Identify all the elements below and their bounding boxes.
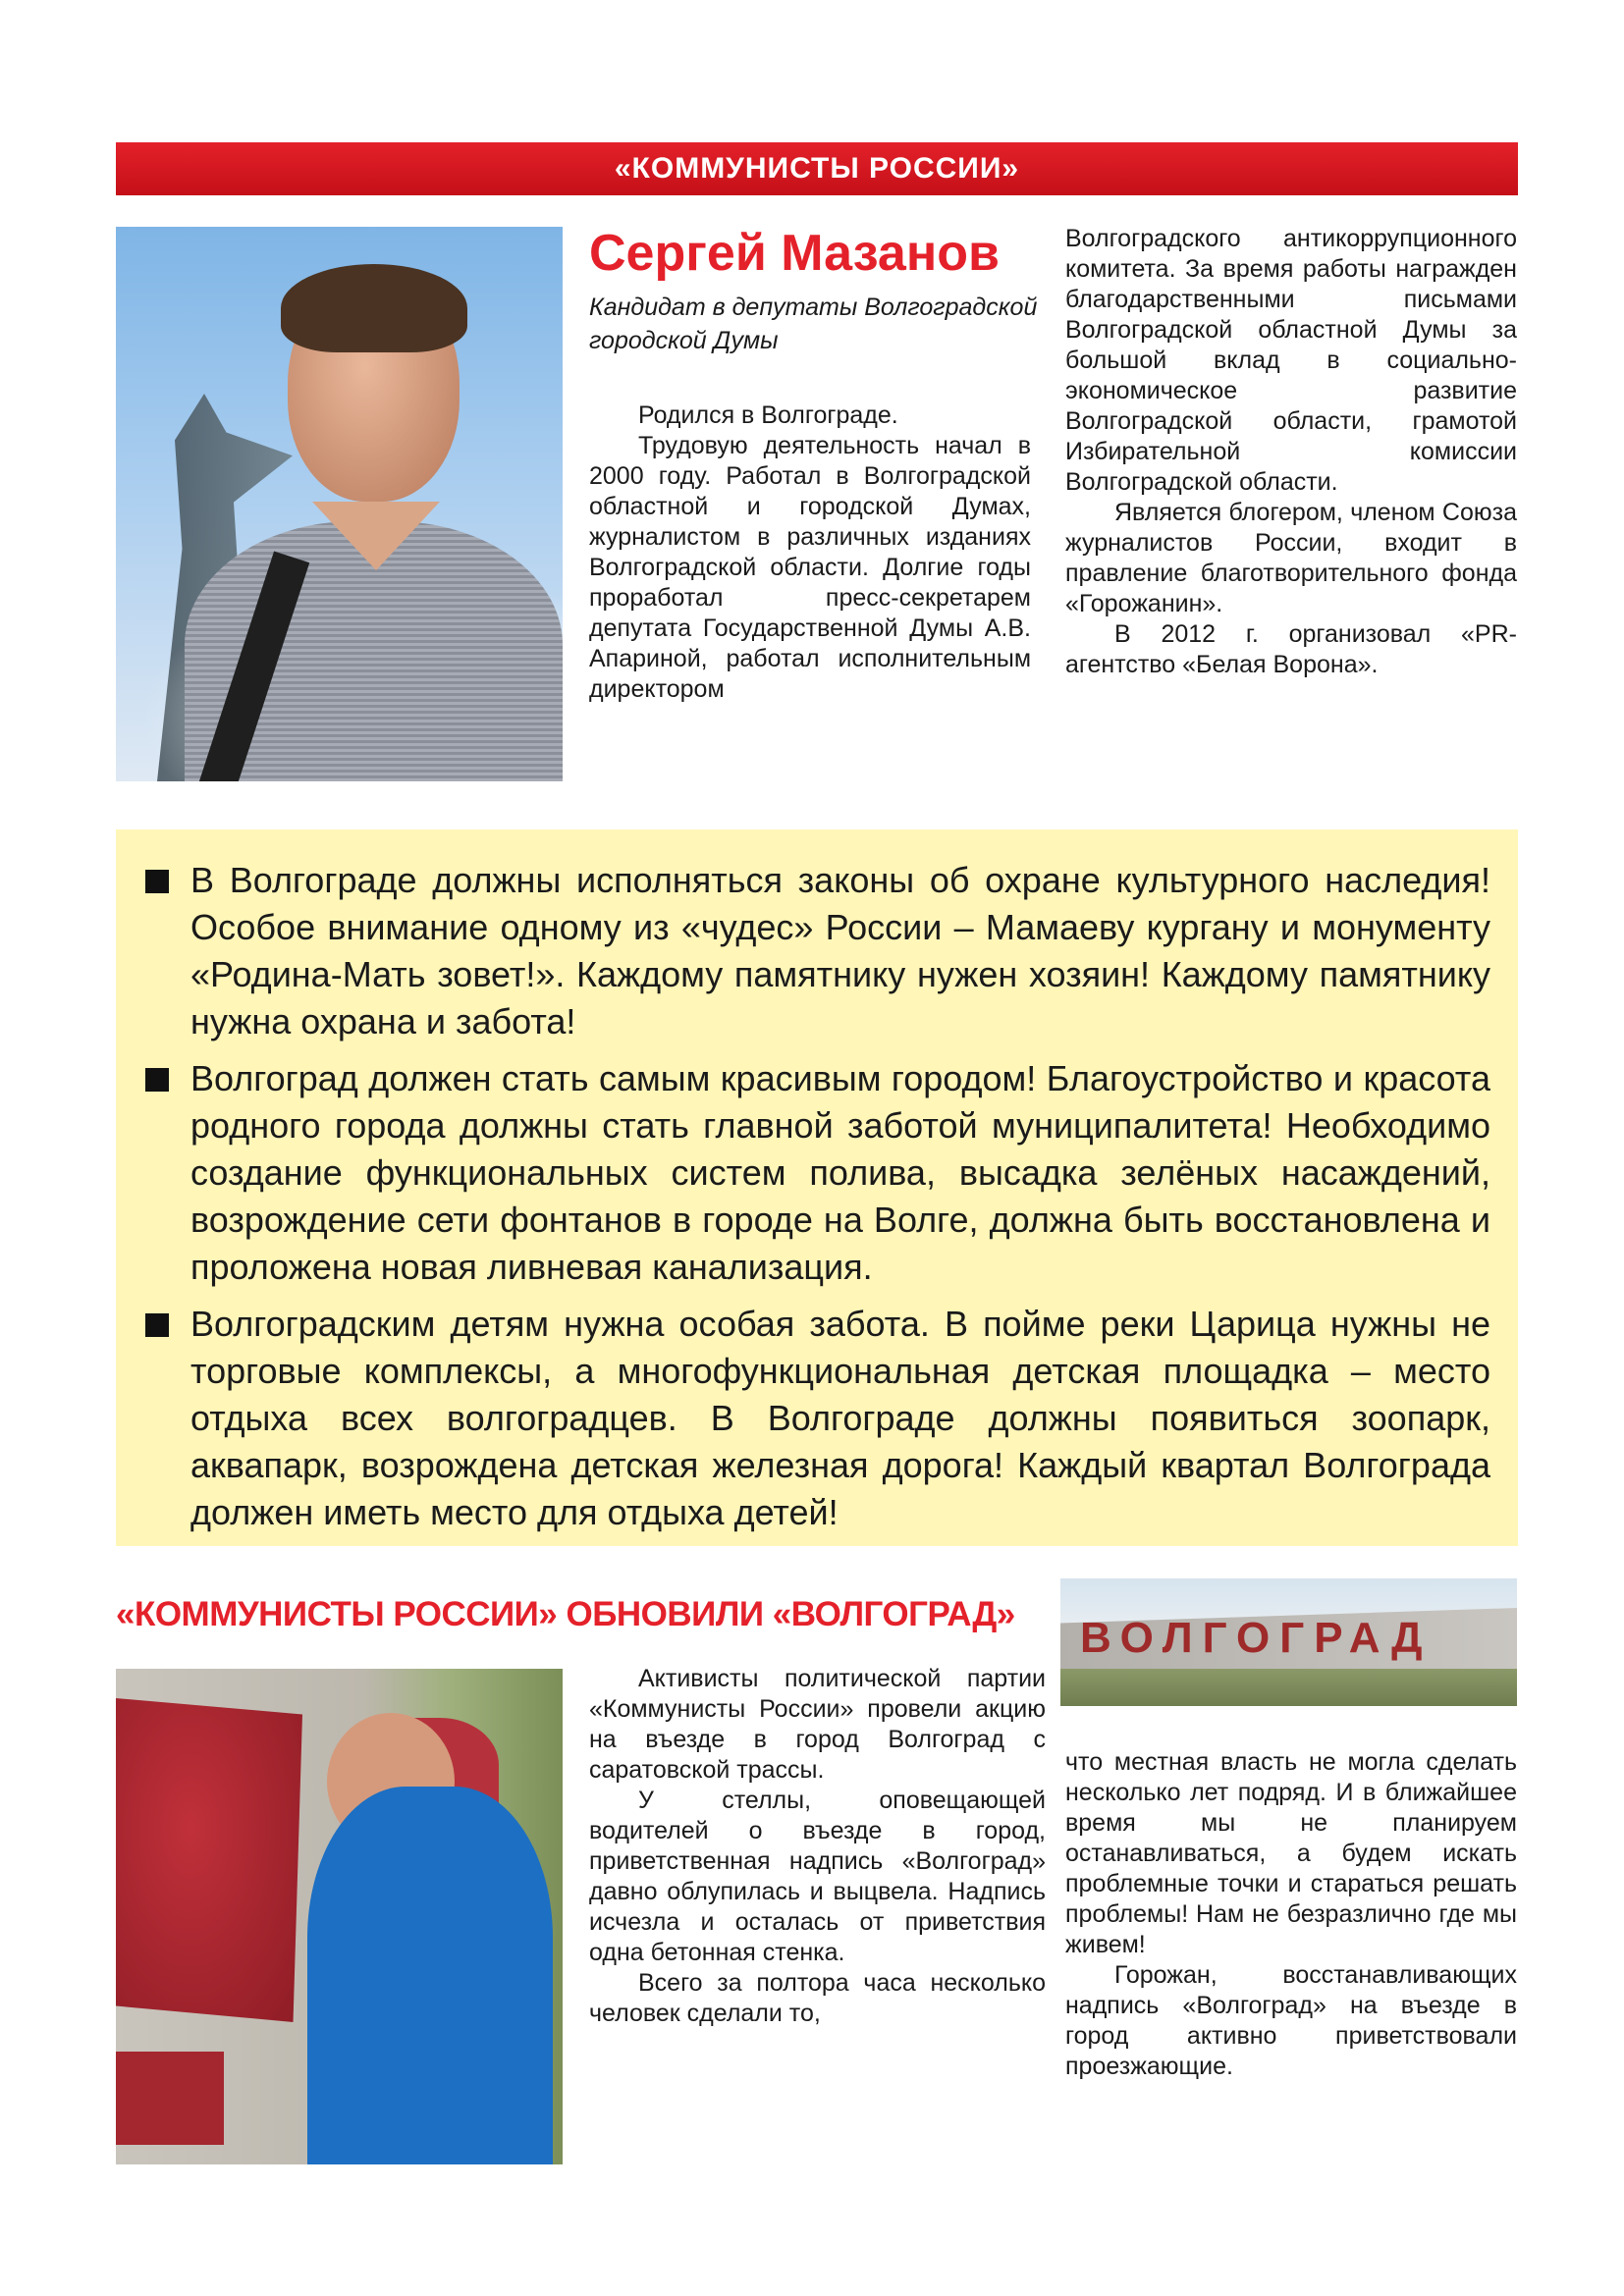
article-column-2 bbox=[1065, 1747, 1517, 2082]
article-paragraph: Активисты политической партии «Коммунисты России» провели акцию на въезде в город Волгоград с саратовской трассы. bbox=[589, 1665, 1046, 1784]
article-paragraph: Всего за полтора часа несколько человек сделали то, bbox=[589, 1969, 1046, 2027]
square-bullet-icon bbox=[145, 870, 169, 893]
program-text: Волгоградским детям нужна особая забота. В пойме реки Царица нужны не торговые комплексы, а многофункциональная детская площадка – место отдыха всех волгоградцев. В Волгограде должны появиться зоопарк, аквапарк, возрождена детская железная дорога! Каждый квартал Волгограда должен иметь место для отдыха детей! bbox=[190, 1304, 1490, 1532]
stele-lettering: ВОЛГОГРАД bbox=[1080, 1614, 1433, 1662]
program-text: В Волгограде должны исполняться законы об охране культурного наследия! Особое внимание одному из «чудес» России – Мамаеву кургану и монументу «Родина-Мать зовет!». Каждому памятнику нужен хозяин! Каждому памятнику нужна охрана и забота! bbox=[190, 860, 1490, 1041]
program-item bbox=[145, 1301, 1490, 1536]
bio-paragraph: Родился в Волгограде. bbox=[638, 401, 898, 429]
square-bullet-icon bbox=[145, 1068, 169, 1092]
bio-paragraph: Волгоградского антикоррупционного комитета. За время работы награжден благодарственными письмами Волгоградской областной Думы за большой вклад в социально-экономическое развитие Волгоградской области, грамотой Избирательной комиссии Волгоградской области. bbox=[1065, 225, 1517, 496]
red-paint-area bbox=[116, 1698, 302, 2022]
article-paragraph: Горожан, восстанавливающих надпись «Волгоград» на въезде в город активно приветствовали проезжающие. bbox=[1065, 1961, 1517, 2080]
painters-photo bbox=[116, 1669, 563, 2164]
article-paragraph: У стеллы, оповещающей водителей о въезде в город, приветственная надпись «Волгоград» давно облупилась и выцвела. Надпись исчезла и осталась от приветствия одна бетонная стенка. bbox=[589, 1787, 1046, 1966]
article-headline: «КОММУНИСТЫ РОССИИ» ОБНОВИЛИ «ВОЛГОГРАД» bbox=[116, 1595, 1015, 1633]
bio-paragraph: В 2012 г. организовал «PR-агентство «Белая Ворона». bbox=[1065, 620, 1517, 678]
program-box bbox=[116, 829, 1518, 1546]
program-text: Волгоград должен стать самым красивым городом! Благоустройство и красота родного города должны стать главной заботой муниципалитета! Необходимо создание функциональных систем полива, высадка зелёных насаждений, возрождение сети фонтанов в городе на Волге, должна быть восстановлена и проложена новая ливневая канализация. bbox=[190, 1058, 1490, 1287]
candidate-role: Кандидат в депутаты Волгоградской городской Думы bbox=[589, 294, 1038, 354]
bio-paragraph: Трудовую деятельность начал в 2000 году. Работал в Волгоградской областной и городской Думах, журналистом в различных изданиях Волгоградской области. Долгие годы проработал пресс-секретарем депутата Государственной Думы А.В. Апариной, работал исполнительным директором bbox=[589, 432, 1031, 703]
candidate-name: Сергей Мазанов bbox=[589, 225, 1000, 282]
bio-paragraph: Является блогером, членом Союза журналистов России, входит в правление благотворительного фонда «Горожанин». bbox=[1065, 499, 1517, 617]
section-banner: «КОММУНИСТЫ РОССИИ» bbox=[116, 142, 1518, 195]
bio-column-2 bbox=[1065, 224, 1517, 680]
article-paragraph: что местная власть не могла сделать несколько лет подряд. И в ближайшее время мы не планируем останавливаться, а будем искать проблемные точки и стараться решать проблемы! Нам не безразлично где мы живем! bbox=[1065, 1748, 1517, 1958]
person-front bbox=[307, 1787, 553, 2164]
article-column-1 bbox=[589, 1664, 1046, 2029]
red-paint-area bbox=[116, 2052, 224, 2145]
program-item bbox=[145, 857, 1490, 1045]
hair bbox=[281, 264, 467, 352]
candidate-portrait-image bbox=[116, 227, 563, 781]
square-bullet-icon bbox=[145, 1313, 169, 1337]
program-item bbox=[145, 1055, 1490, 1291]
bio-column-1 bbox=[589, 400, 1031, 705]
stele-photo bbox=[1060, 1578, 1517, 1706]
